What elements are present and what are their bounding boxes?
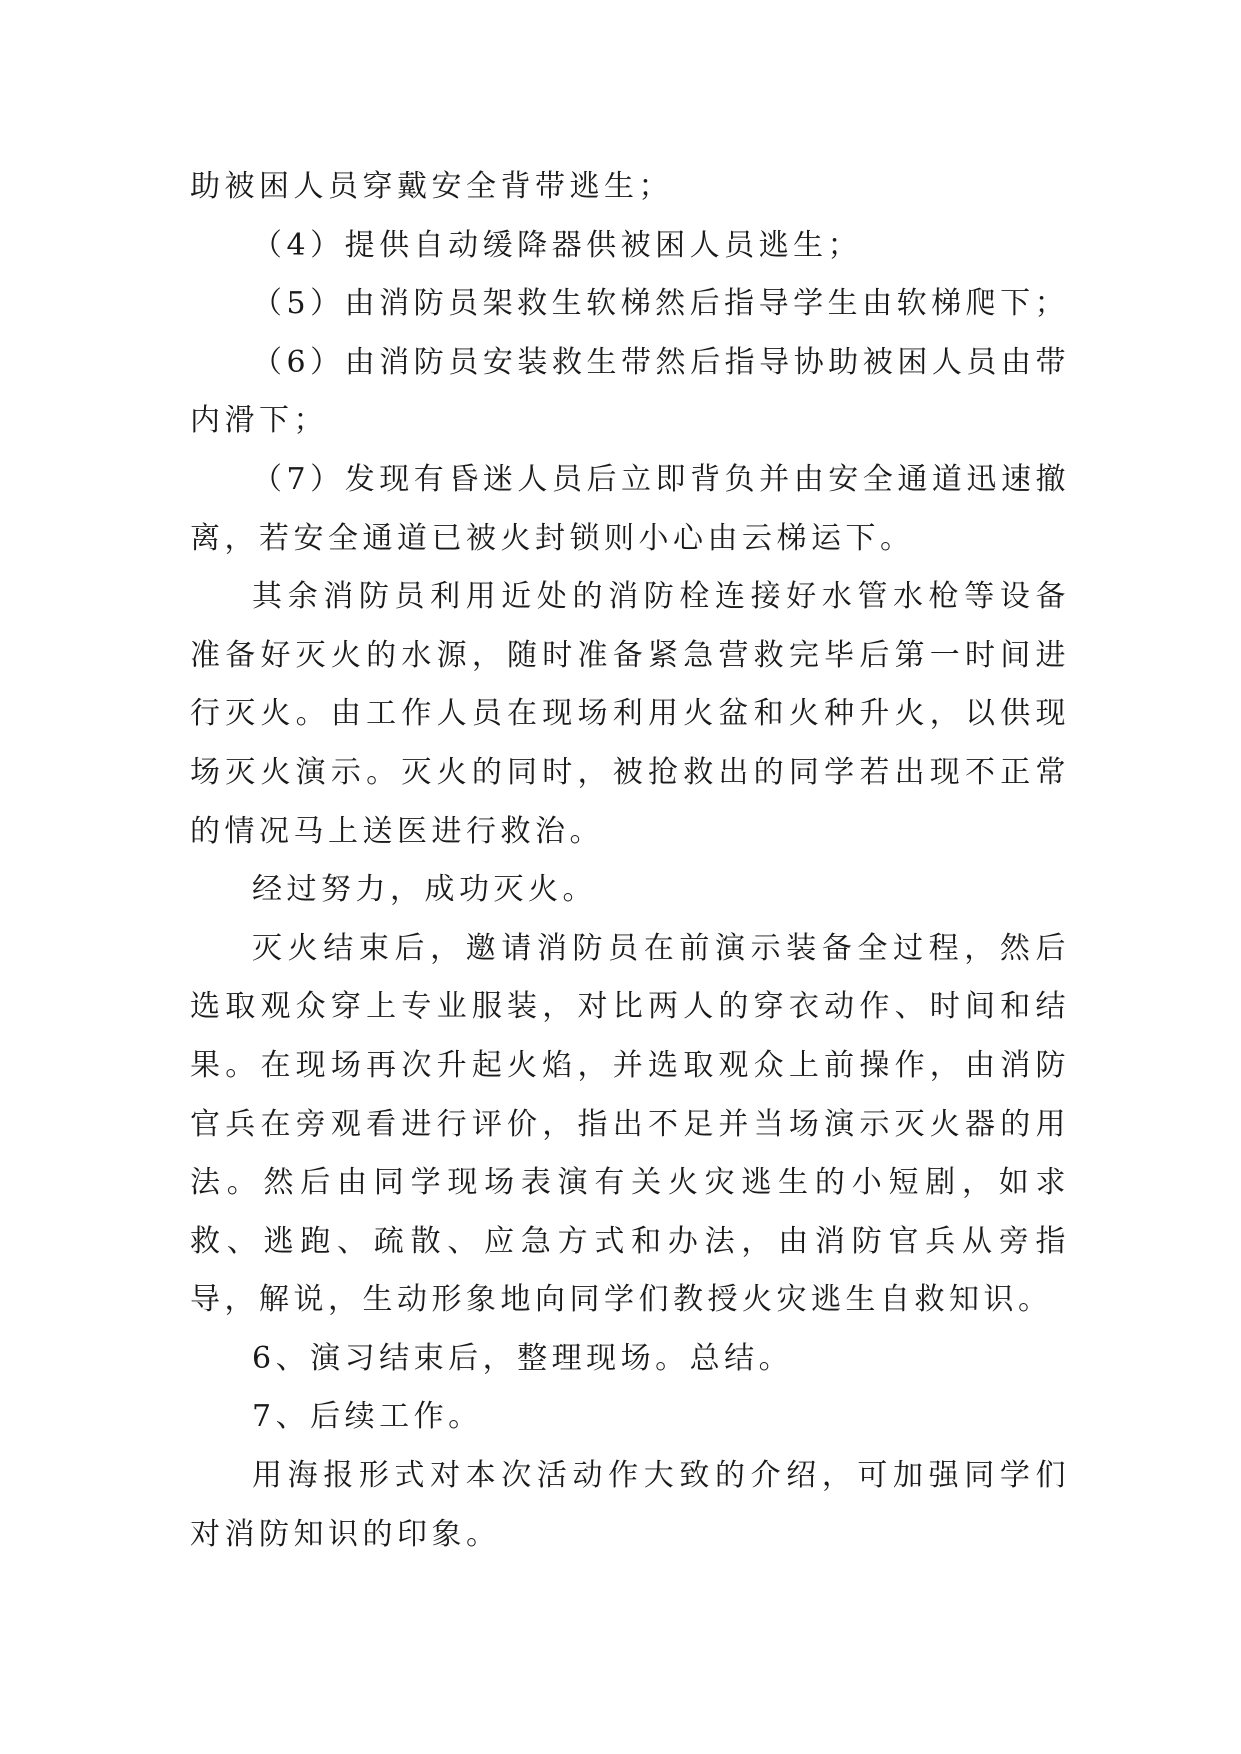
- paragraph: （6）由消防员安装救生带然后指导协助被困人员由带内滑下；: [190, 344, 1070, 439]
- paragraph: （7）发现有昏迷人员后立即背负并由安全通道迅速撤离，若安全通道已被火封锁则小心由云梯运下。: [190, 461, 1070, 556]
- paragraph: 其余消防员利用近处的消防栓连接好水管水枪等设备准备好灭火的水源，随时准备紧急营救完毕后第一时间进行灭火。由工作人员在现场利用火盆和火种升火，以供现场灭火演示。灭火的同时，被抢救出的同学若出现不正常的情况马上送医进行救治。: [190, 579, 1070, 849]
- paragraph: 6、演习结束后，整理现场。总结。: [252, 1340, 794, 1376]
- paragraph: 7、后续工作。: [252, 1399, 483, 1435]
- paragraph: （5）由消防员架救生软梯然后指导学生由软梯爬下；: [252, 286, 1070, 322]
- paragraph: 灭火结束后，邀请消防员在前演示装备全过程，然后选取观众穿上专业服装，对比两人的穿衣动作、时间和结果。在现场再次升起火焰，并选取观众上前操作，由消防官兵在旁观看进行评价，指出不足并当场演示灭火器的用法。然后由同学现场表演有关火灾逃生的小短剧，如求救、逃跑、疏散、应急方式和办法，由消防官兵从旁指导，解说，生动形象地向同学们教授火灾逃生自救知识。: [190, 930, 1070, 1318]
- paragraph: 助被困人员穿戴安全背带逃生；: [190, 169, 673, 204]
- document-body: [190, 158, 1070, 1564]
- paragraph: （4）提供自动缓降器供被困人员逃生；: [252, 227, 863, 263]
- paragraph: 用海报形式对本次活动作大致的介绍，可加强同学们对消防知识的印象。: [190, 1458, 1070, 1552]
- paragraph: 经过努力，成功灭火。: [252, 872, 597, 908]
